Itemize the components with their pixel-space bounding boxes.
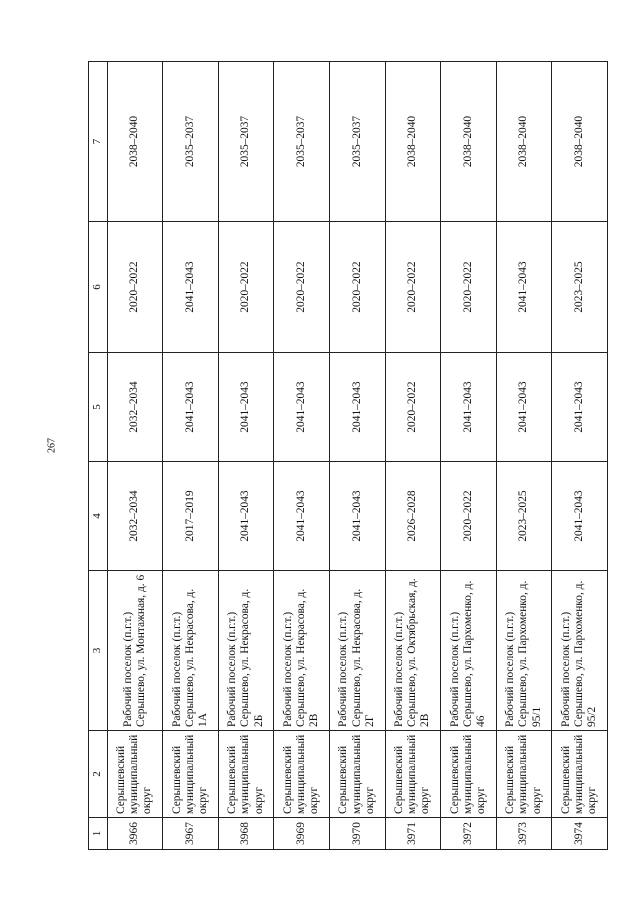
address-cell: Рабочий поселок (п.г.т.) Серышево, ул. Некрасова, д. 1А xyxy=(163,571,219,731)
address-cell: Рабочий поселок (п.г.т.) Серышево, ул. Пархоменко, д. 46 xyxy=(441,571,497,731)
period-cell-5: 2032–2034 xyxy=(107,353,163,462)
header-cell-7: 7 xyxy=(89,62,108,222)
row-number-cell: 3972 xyxy=(441,818,497,850)
table-row xyxy=(329,62,385,850)
header-row xyxy=(89,62,108,850)
period-cell-7: 2035–2037 xyxy=(329,62,385,222)
period-cell-6: 2041–2043 xyxy=(163,222,219,353)
period-cell-4: 2020–2022 xyxy=(441,462,497,571)
table-row xyxy=(552,62,608,850)
row-number-cell: 3973 xyxy=(496,818,552,850)
period-cell-7: 2038–2040 xyxy=(441,62,497,222)
period-cell-4: 2041–2043 xyxy=(274,462,330,571)
period-cell-6: 2020–2022 xyxy=(441,222,497,353)
row-number-cell: 3969 xyxy=(274,818,330,850)
period-cell-5: 2041–2043 xyxy=(218,353,274,462)
page-number: 267 xyxy=(46,438,58,453)
address-cell: Рабочий поселок (п.г.т.) Серышево, ул. Пархоменко, д. 95/1 xyxy=(496,571,552,731)
table-frame xyxy=(88,62,608,850)
table-row xyxy=(441,62,497,850)
period-cell-4: 2032–2034 xyxy=(107,462,163,571)
period-cell-6: 2020–2022 xyxy=(274,222,330,353)
header-cell-5: 5 xyxy=(89,353,108,462)
row-number-cell: 3966 xyxy=(107,818,163,850)
table-row xyxy=(385,62,441,850)
period-cell-5: 2020–2022 xyxy=(385,353,441,462)
period-cell-6: 2020–2022 xyxy=(385,222,441,353)
period-cell-6: 2020–2022 xyxy=(107,222,163,353)
header-cell-1: 1 xyxy=(89,818,108,850)
period-cell-6: 2020–2022 xyxy=(218,222,274,353)
period-cell-7: 2038–2040 xyxy=(496,62,552,222)
header-cell-3: 3 xyxy=(89,571,108,731)
period-cell-4: 2023–2025 xyxy=(496,462,552,571)
period-cell-5: 2041–2043 xyxy=(496,353,552,462)
table-body xyxy=(89,62,608,850)
period-cell-4: 2026–2028 xyxy=(385,462,441,571)
address-cell: Рабочий поселок (п.г.т.) Серышево, ул. Некрасова, д. 2В xyxy=(274,571,330,731)
district-cell: Серышевский муниципальный округ xyxy=(107,731,163,818)
address-cell: Рабочий поселок (п.г.т.) Серышево, ул. Некрасова, д. 2Б xyxy=(218,571,274,731)
period-cell-7: 2038–2040 xyxy=(107,62,163,222)
table-row xyxy=(107,62,163,850)
period-cell-6: 2023–2025 xyxy=(552,222,608,353)
period-cell-4: 2041–2043 xyxy=(218,462,274,571)
table-row xyxy=(496,62,552,850)
period-cell-7: 2035–2037 xyxy=(274,62,330,222)
row-number-cell: 3970 xyxy=(329,818,385,850)
table-row xyxy=(218,62,274,850)
table-row xyxy=(163,62,219,850)
address-cell: Рабочий поселок (п.г.т.) Серышево, ул. Монтажная, д. 6 xyxy=(107,571,163,731)
period-cell-5: 2041–2043 xyxy=(552,353,608,462)
period-cell-5: 2041–2043 xyxy=(329,353,385,462)
period-cell-7: 2038–2040 xyxy=(385,62,441,222)
data-table xyxy=(88,61,608,850)
period-cell-7: 2035–2037 xyxy=(218,62,274,222)
period-cell-6: 2041–2043 xyxy=(496,222,552,353)
address-cell: Рабочий поселок (п.г.т.) Серышево, ул. Некрасова, д. 2Г xyxy=(329,571,385,731)
address-cell: Рабочий поселок (п.г.т.) Серышево, ул. Пархоменко, д. 95/2 xyxy=(552,571,608,731)
period-cell-7: 2038–2040 xyxy=(552,62,608,222)
header-cell-4: 4 xyxy=(89,462,108,571)
header-cell-2: 2 xyxy=(89,731,108,818)
header-cell-6: 6 xyxy=(89,222,108,353)
rotated-table-wrapper xyxy=(88,62,608,850)
period-cell-7: 2035–2037 xyxy=(163,62,219,222)
table-row xyxy=(274,62,330,850)
period-cell-4: 2017–2019 xyxy=(163,462,219,571)
period-cell-4: 2041–2043 xyxy=(552,462,608,571)
district-cell: Серышевский муниципальный округ xyxy=(274,731,330,818)
district-cell: Серышевский муниципальный округ xyxy=(552,731,608,818)
district-cell: Серышевский муниципальный округ xyxy=(441,731,497,818)
district-cell: Серышевский муниципальный округ xyxy=(329,731,385,818)
period-cell-6: 2020–2022 xyxy=(329,222,385,353)
district-cell: Серышевский муниципальный округ xyxy=(496,731,552,818)
period-cell-5: 2041–2043 xyxy=(274,353,330,462)
row-number-cell: 3968 xyxy=(218,818,274,850)
address-cell: Рабочий поселок (п.г.т.) Серышево, ул. Октябрьская, д. 2В xyxy=(385,571,441,731)
row-number-cell: 3974 xyxy=(552,818,608,850)
district-cell: Серышевский муниципальный округ xyxy=(163,731,219,818)
period-cell-4: 2041–2043 xyxy=(329,462,385,571)
row-number-cell: 3971 xyxy=(385,818,441,850)
district-cell: Серышевский муниципальный округ xyxy=(385,731,441,818)
period-cell-5: 2041–2043 xyxy=(163,353,219,462)
row-number-cell: 3967 xyxy=(163,818,219,850)
period-cell-5: 2041–2043 xyxy=(441,353,497,462)
district-cell: Серышевский муниципальный округ xyxy=(218,731,274,818)
